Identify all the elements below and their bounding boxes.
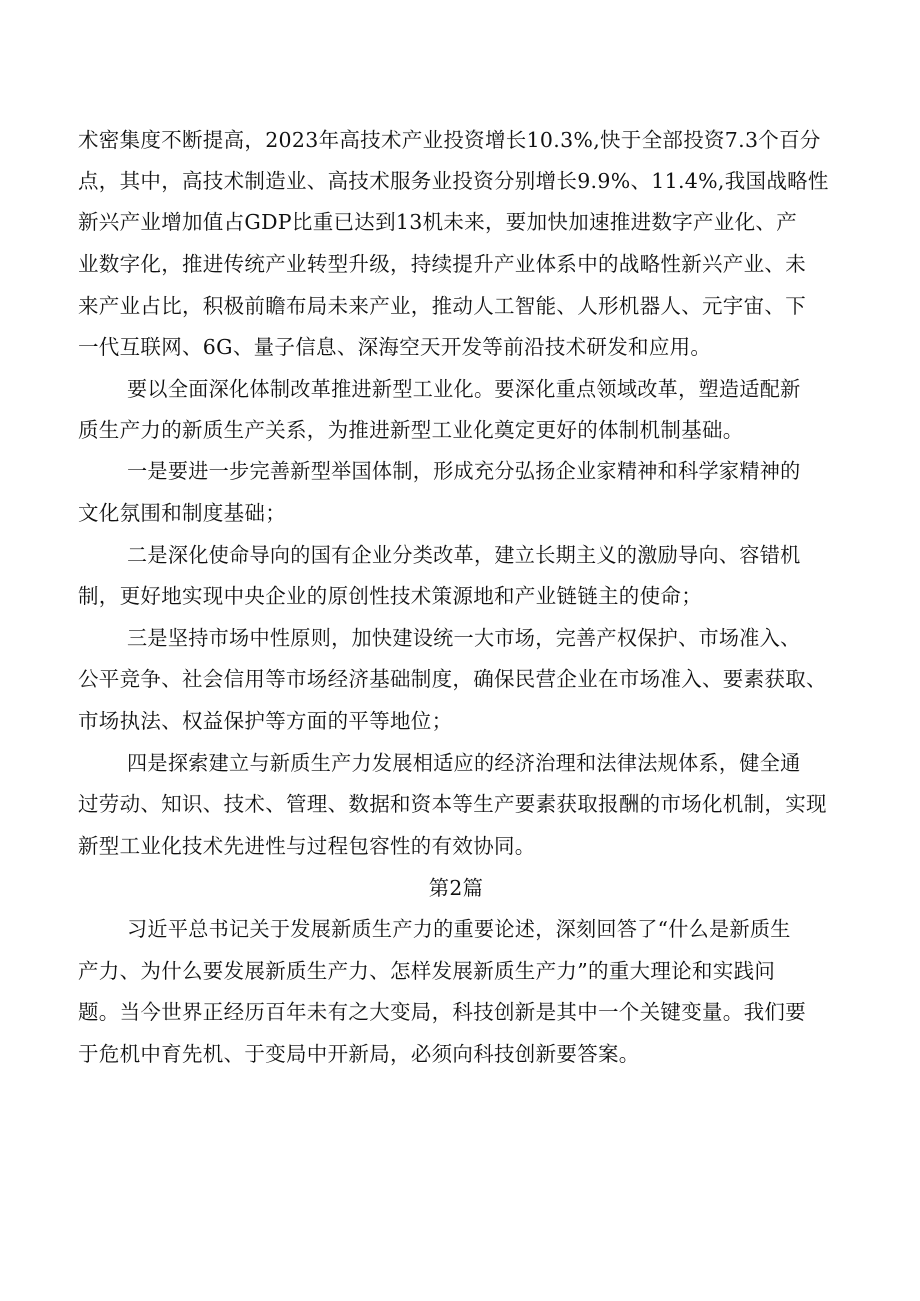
body-text-line: 题。当今世界正经历百年未有之大变局，科技创新是其中一个关键变量。我们要 bbox=[78, 1000, 806, 1024]
body-text-line: 一代互联网、6G、量子信息、深海空天开发等前沿技术研发和应用。 bbox=[78, 335, 712, 359]
body-text-line: 公平竞争、社会信用等市场经济基础制度，确保民营企业在市场准入、要素获取、 bbox=[78, 667, 827, 691]
paragraph-start-line: 二是深化使命导向的国有企业分类改革，建立长期主义的激励导向、容错机 bbox=[127, 543, 801, 567]
paragraph-start-line: 要以全面深化体制改革推进新型工业化。要深化重点领域改革，塑造适配新 bbox=[127, 377, 801, 401]
body-text-line: 产力、为什么要发展新质生产力、怎样发展新质生产力”的重大理论和实践问 bbox=[78, 959, 776, 983]
body-text-line: 文化氛围和制度基础； bbox=[78, 501, 286, 525]
body-text-line: 来产业占比，积极前瞻布局未来产业，推动人工智能、人形机器人、元宇宙、下 bbox=[78, 294, 806, 318]
paragraph-start-line: 四是探索建立与新质生产力发展相适应的经济治理和法律法规体系，健全通 bbox=[127, 751, 801, 775]
body-text-line: 新型工业化技术先进性与过程包容性的有效协同。 bbox=[78, 834, 536, 858]
body-text-line: 新兴产业增加值占GDP比重已达到13机未来，要加快加速推进数字产业化、产 bbox=[78, 210, 797, 234]
body-text-line: 业数字化，推进传统产业转型升级，持续提升产业体系中的战略性新兴产业、未 bbox=[78, 252, 806, 276]
body-text-line: 于危机中育先机、于变局中开新局，必须向科技创新要答案。 bbox=[78, 1042, 640, 1066]
paragraph-start-line: 习近平总书记关于发展新质生产力的重要论述，深刻回答了“什么是新质生 bbox=[127, 917, 791, 941]
paragraph-start-line: 一是要进一步完善新型举国体制，形成充分弘扬企业家精神和科学家精神的 bbox=[127, 459, 801, 483]
body-text-line: 制，更好地实现中央企业的原创性技术策源地和产业链链主的使命； bbox=[78, 584, 702, 608]
body-text-line: 术密集度不断提高，2023年高技术产业投资增长10.3%,快于全部投资7.3个百分 bbox=[78, 128, 821, 152]
body-text-line: 质生产力的新质生产关系，为推进新型工业化奠定更好的体制机制基础。 bbox=[78, 418, 744, 442]
section-heading: 第2篇 bbox=[428, 876, 484, 900]
body-text-line: 市场执法、权益保护等方面的平等地位； bbox=[78, 709, 453, 733]
paragraph-start-line: 三是坚持市场中性原则，加快建设统一大市场，完善产权保护、市场准入、 bbox=[127, 626, 801, 650]
body-text-line: 点，其中，高技术制造业、高技术服务业投资分别增长9.9%、11.4%,我国战略性 bbox=[78, 169, 829, 193]
body-text-line: 过劳动、知识、技术、管理、数据和资本等生产要素获取报酬的市场化机制，实现 bbox=[78, 792, 827, 816]
